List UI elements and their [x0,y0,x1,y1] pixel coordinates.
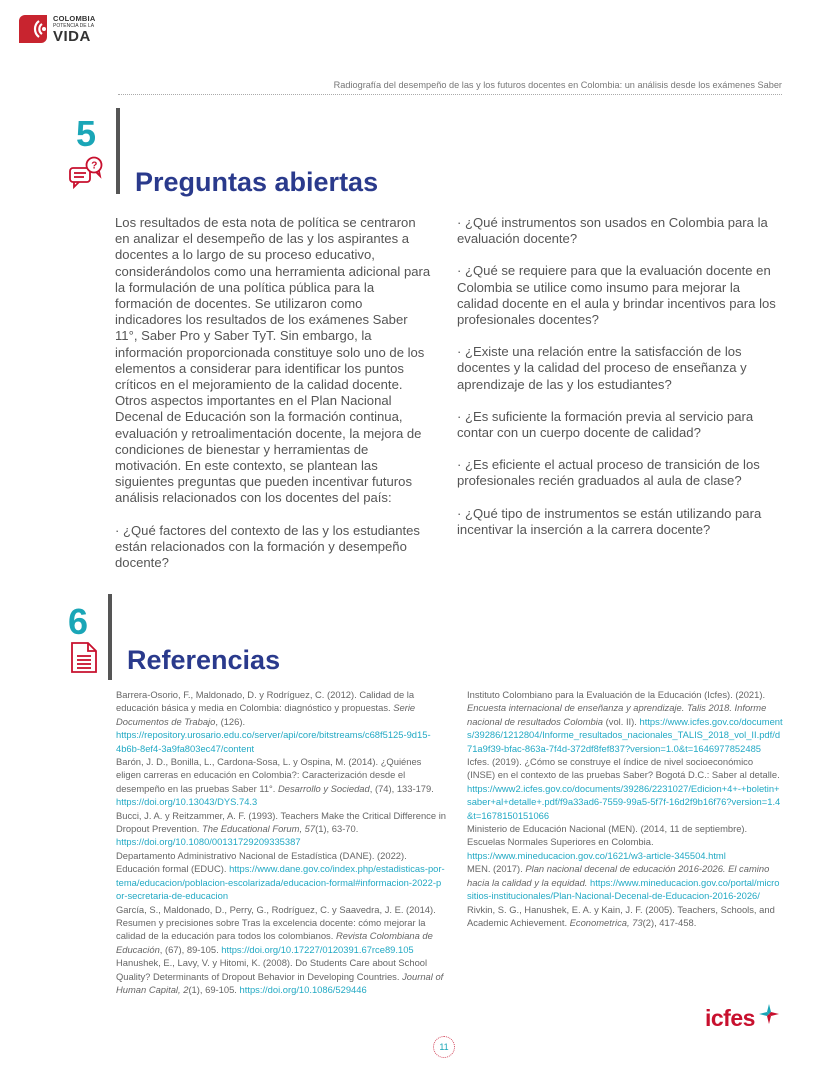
reference-item: MEN. (2017). Plan nacional decenal de educación 2016-2026. El camino hacia la calidad y la equidad. https://www.mineducacion.gov.co/portal/micrositios-institucionales/Plan-Nacional-Decenal-de-Educacion-2016-2026/ [467,863,780,902]
question-item: · ¿Qué tipo de instrumentos se están utilizando para incentivar la inserción a la carrera docente? [457,505,762,537]
section-title: Referencias [127,645,281,675]
reference-link[interactable]: https://doi.org/10.13043/DYS.74.3 [116,796,258,808]
question-item: · ¿Qué se requiere para que la evaluación docente en Colombia se utilice como insumo para mejorar la calidad docente en el aula y brindar incentivos para los profesionales docentes? [457,263,776,328]
reference-link[interactable]: https://repository.urosario.edu.co/server/api/core/bitstreams/c68f5125-9d15-4b6b-8ef4-3a9fa803ec47/content [116,729,431,754]
chat-question-icon [68,156,104,195]
icfes-logo-text: icfes [705,1005,755,1031]
question-item: · ¿Qué instrumentos son usados en Colombia para la evaluación docente? [457,215,768,247]
section-title: Preguntas abiertas [135,167,379,197]
reference-item: Icfes. (2019). ¿Cómo se construye el índice de nivel socioeconómico (INSE) en el contexto de las pruebas Saber? Bogotá D.C.: Saber al detalle. https://www2.icfes.gov.co/documents/39286/2231027/Edicion+4+-+boletin+saber+al+detalle+.pdf/f9a33ad6-7559-99a5-5f7f-16d2f9b16f76?version=1.4&t=1678150151066 [467,756,781,821]
reference-item: Barrera-Osorio, F., Maldonado, D. y Rodríguez, C. (2012). Calidad de la educación básica y media en Colombia: diagnóstico y propuestas. Serie Documentos de Trabajo, (126). https://repository.urosario.edu.co/server/api/core/bitstreams/c68f5125-9d15-4b6b-8ef4-3a9fa803ec47/content [116,689,431,754]
logo-line3: VIDA [53,27,91,45]
running-title: Radiografía del desempeño de las y los futuros docentes en Colombia: un análisis desde los exámenes Saber [118,80,782,95]
reference-link[interactable]: https://www2.icfes.gov.co/documents/39286/2231027/Edicion+4+-+boletin+saber+al+detalle+.pdf/f9a33ad6-7559-99a5-5f7f-16d2f9b16f76?version=1.4&t=1678150151066 [467,782,781,821]
intro-paragraph: Los resultados de esta nota de política se centraron en analizar el desempeño de las y los aspirantes a docentes a lo largo de su proceso educativo, considerándolos como una herramienta adicional para la formulación de una política pública para la formación de docentes. Se utilizaron como indicadores los resultados de los exámenes Saber 11°, Saber Pro y Saber TyT. Sin embargo, la información proporcionada constituye solo uno de los elementos a considerar para identificar los puntos críticos en el mejoramiento de la calidad docente. Otros aspectos importantes en el Plan Nacional Decenal de Educación son la formación continua, evaluación y retroalimentación docente, la mejora de condiciones de bienestar y herramientas de motivación. En este contexto, se plantean las siguientes preguntas que pueden incentivar futuros análisis relacionados con los docentes del país: [115,215,431,506]
logo-line1: COLOMBIA [53,14,96,23]
logo-line2: POTENCIA DE LA [53,22,95,29]
reference-link[interactable]: https://www.mineducacion.gov.co/1621/w3-article-345504.html [467,849,726,861]
references-left-column [116,688,446,996]
reference-link[interactable]: https://www.icfes.gov.co/documents/39286/1212804/Informe_resultados_nacionales_TALIS_2018_vol_II.pdf/d71a9f39-bfac-863a-7f4d-372df8fef837?version=1.0&t=1646977852485 [467,715,783,754]
reference-item: Barón, J. D., Bonilla, L., Cardona-Sosa, L. y Ospina, M. (2014). ¿Quiénes eligen carreras en educación en Colombia?: Caracterización desde el desempeño en las pruebas Saber 11°. Desarrollo y Sociedad, (74), 133-179. https://doi.org/10.13043/DYS.74.3 [116,756,434,808]
section-number: 6 [68,601,89,642]
reference-link[interactable]: https://www.dane.gov.co/index.php/estadisticas-por-tema/educacion/poblacion-escolarizada/educacion-formal#informacion-2022-por-secretaria-de-educacion [116,863,445,902]
intro-column [115,215,433,571]
reference-item: García, S., Maldonado, D., Perry, G., Rodríguez, C. y Saavedra, J. E. (2014). Resumen y precisiones sobre Tras la excelencia docente: cómo mejorar la calidad de la educación para todos los colombianos. Revista Colombiana de Educación, (67), 89-105. https://doi.org/10.17227/0120391.67rce89.105 [116,903,436,955]
document-icon [69,641,99,680]
section-divider [108,594,112,680]
page-number: 11 [433,1036,455,1058]
section-number: 5 [76,113,97,154]
section-divider [116,108,120,194]
reference-item: Instituto Colombiano para la Evaluación de la Educación (Icfes). (2021). Encuesta internacional de enseñanza y aprendizaje. Talis 2018. Informe nacional de resultados Colombia (vol. II). https://www.icfes.gov.co/documents/39286/1212804/Informe_resultados_nacionales_TALIS_2018_vol_II.pdf/d71a9f39-bfac-863a-7f4d-372df8fef837?version=1.0&t=1646977852485 [467,689,783,754]
questions-column [457,215,783,538]
icfes-star-icon [757,1002,781,1031]
svg-text:?: ? [91,160,98,172]
reference-link[interactable]: https://doi.org/10.17227/0120391.67rce89.105 [221,943,414,955]
reference-item: Departamento Administrativo Nacional de Estadística (DANE). (2022). Educación formal (EDUC). https://www.dane.gov.co/index.php/estadisticas-por-tema/educacion/poblacion-escolarizada/educacion-formal#informacion-2022-por-secretaria-de-educacion [116,849,445,902]
question-item: · ¿Es suficiente la formación previa al servicio para contar con un cuerpo docente de calidad? [457,408,754,441]
reference-link[interactable]: https://www.mineducacion.gov.co/portal/micrositios-institucionales/Plan-Nacional-Decenal-de-Educacion-2016-2026/ [467,876,780,902]
reference-item: Rivkin, S. G., Hanushek, E. A. y Kain, J. F. (2005). Teachers, Schools, and Academic Achievement. Econometrica, 73(2), 417-458. [467,903,775,928]
reference-item: Bucci, J. A. y Reitzammer, A. F. (1993). Teachers Make the Critical Difference in Dropout Prevention. The Educational Forum, 57(1), 63-70. https://doi.org/10.1080/00131729209335387 [116,809,446,848]
reference-item: Hanushek, E., Lavy, V. y Hitomi, K. (2008). Do Students Care about School Quality? Determinants of Dropout Behavior in Developing Countries. Journal of Human Capital, 2(1), 69-105. https://doi.org/10.1086/529446 [116,957,444,995]
colombia-logo-mark-icon [19,15,47,43]
question-item: · ¿Es eficiente el actual proceso de transición de los profesionales recién graduados al aula de clase? [457,457,760,489]
reference-link[interactable]: https://doi.org/10.1086/529446 [239,983,367,995]
reference-item: Ministerio de Educación Nacional (MEN). (2014, 11 de septiembre). Escuelas Normales Superiores en Colombia. https://www.mineducacion.gov.co/1621/w3-article-345504.html [467,823,748,861]
question-item: · ¿Qué factores del contexto de las y los estudiantes están relacionados con la formación y desempeño docente? [115,522,420,571]
references-right-column [467,688,783,929]
reference-link[interactable]: https://doi.org/10.1080/00131729209335387 [116,836,301,848]
question-item: · ¿Existe una relación entre la satisfacción de los docentes y la calidad del proceso de enseñanza y aprendizaje de las y los estudiantes? [457,344,747,392]
colombia-logo [19,15,95,44]
